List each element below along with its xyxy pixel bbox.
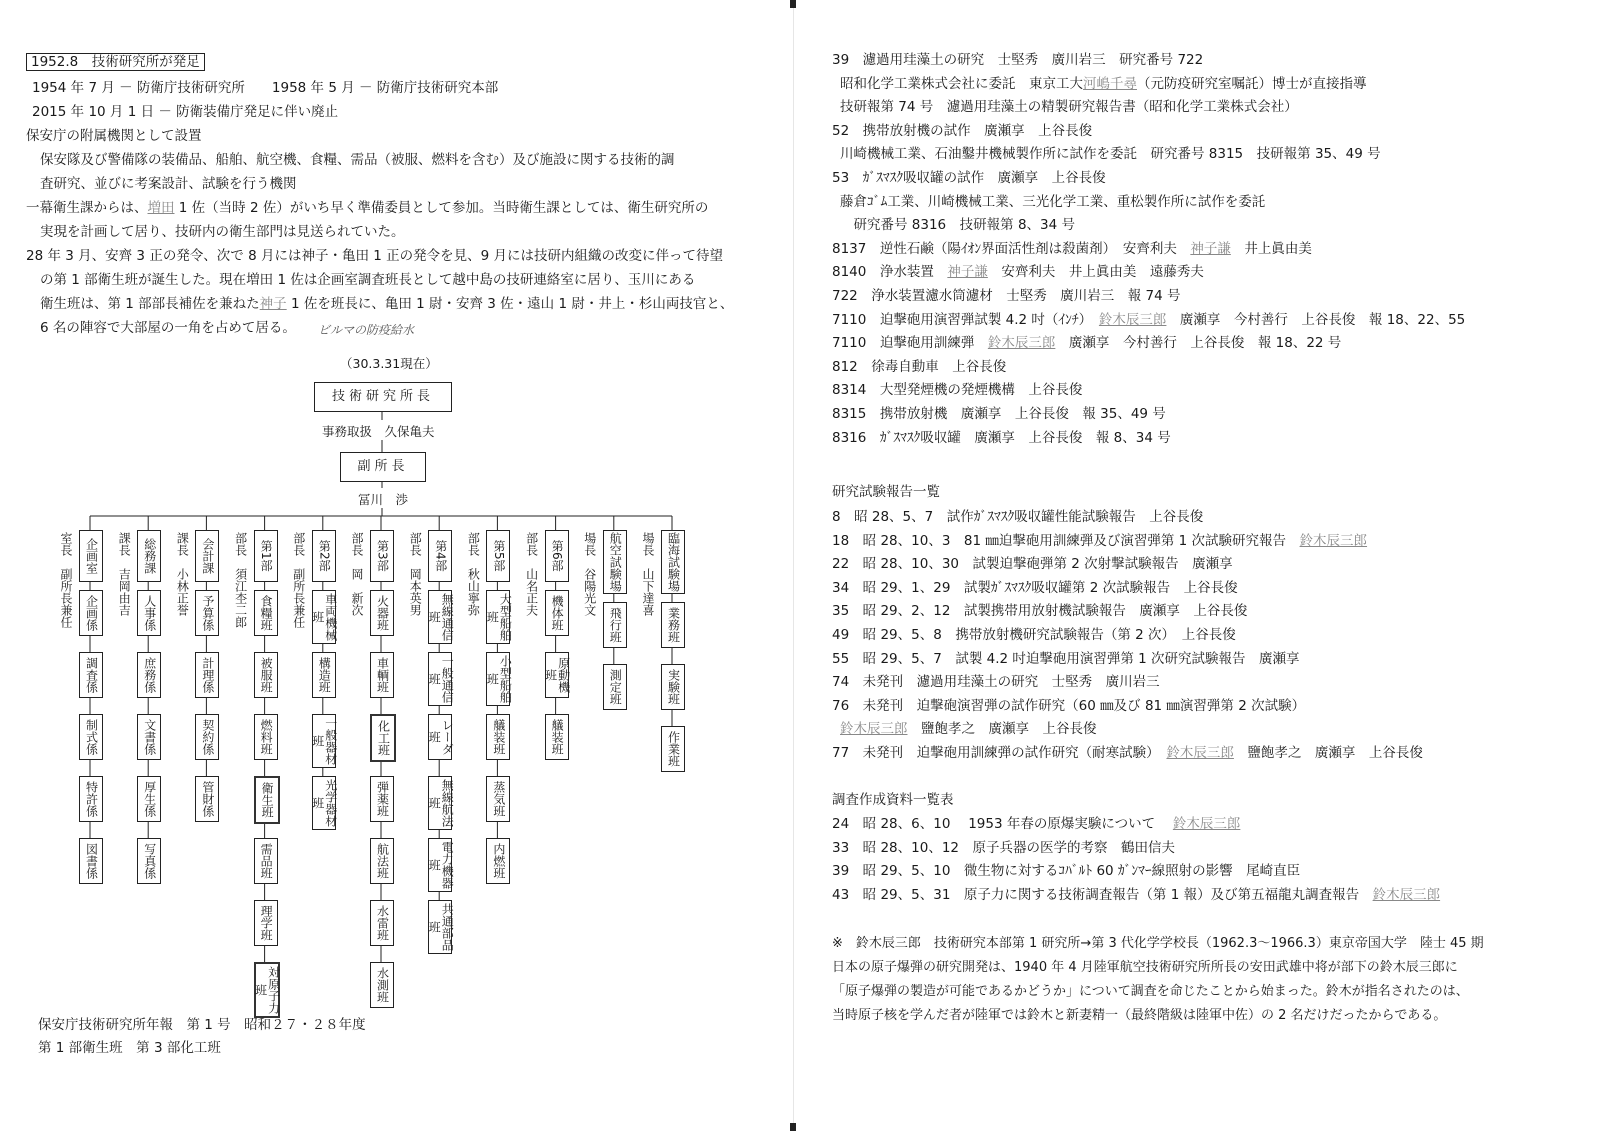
item-text: 技研報第 74 号 濾過用珪藻土の精製研究報告書（昭和化学工業株式会社） — [840, 99, 1298, 116]
list-item — [832, 696, 1305, 716]
item-text: 8 昭 28、5、7 試作ｶﾞｽﾏｽｸ吸収罐性能試験報告 上谷長俊 — [832, 509, 1204, 525]
org-deputy-name: 冨川 渉 — [358, 492, 409, 507]
org-head-box: 第5部 — [486, 530, 510, 582]
list-item — [832, 885, 1440, 905]
org-head-person: 部長 岡 新次 — [350, 532, 364, 616]
list-item — [840, 719, 1097, 739]
org-director-acting: 事務取扱 久保亀夫 — [322, 424, 435, 439]
item-text: 鹽飽孝之 廣瀬享 上谷長俊 — [1233, 745, 1423, 761]
org-head-person: 課長 吉岡由吉 — [117, 532, 132, 616]
p2-text-a: 衛生班は、第 1 部部長補佐を兼ねた — [40, 296, 260, 312]
org-unit-box: 文書係 — [137, 714, 161, 760]
org-unit-box: 電力機器班 — [428, 838, 452, 892]
org-head-person: 部長 秋山寧弥 — [466, 532, 481, 616]
item-text: 74 未発刊 濾過用珪藻土の研究 士堅秀 廣川岩三 — [832, 674, 1160, 691]
item-text: 8137 逆性石鹸（陽ｲｵﾝ界面活性剤は殺菌剤） 安齊利夫 — [832, 240, 1191, 257]
survey-section-title: 調査作成資料一覧表 — [832, 792, 954, 808]
item-text: 39 濾過用珪藻土の研究 士堅秀 廣川岩三 研究番号 722 — [832, 52, 1204, 68]
org-unit-box: 理学班 — [254, 900, 278, 946]
org-unit-box: 無線通信班 — [428, 590, 452, 644]
item-text: 24 昭 28、6、10 1953 年春の原爆実験について — [832, 816, 1173, 832]
reports-section-title: 研究試験報告一覧 — [832, 484, 940, 500]
org-unit-box: 需品班 — [254, 838, 278, 884]
list-item — [832, 333, 1341, 353]
note-line: ※ 鈴木辰三郎 技術研究本部第 1 研究所→第 3 代化学学校長（1962.3～1966.3）東京帝国大学 陸士 45 期 — [832, 936, 1484, 951]
org-head-box: 第1部 — [254, 530, 278, 582]
item-text: （元防疫研究室嘱託）博士が直接指導 — [1137, 75, 1367, 92]
org-unit-box: 企画係 — [79, 590, 103, 636]
org-unit-box: 厚生係 — [137, 776, 161, 822]
org-unit-box: 飛行班 — [603, 602, 627, 648]
desc-line-2: 保安隊及び警備隊の装備品、船舶、航空機、食糧、需品（被服、燃料を含む）及び施設に関する技術的調 — [40, 152, 675, 168]
paragraph-2-line-1: 28 年 3 月、安齊 3 正の発令、次で 8 月には神子・亀田 1 正の発令を見、9 月には技研内組織の改変に伴って待望 — [26, 248, 724, 264]
org-director-box: 技術研究所長 — [314, 382, 452, 412]
org-head-person: 部長 副所長兼任 — [291, 532, 306, 628]
org-date: （30.3.31現在） — [340, 356, 438, 371]
item-text: 722 浄水装置濾水筒濾材 士堅秀 廣川岩三 報 74 号 — [832, 288, 1181, 304]
org-unit-box: 弾薬班 — [370, 776, 394, 822]
list-item — [832, 554, 1233, 574]
item-text: 藤倉ｺﾞﾑ工業、川崎機械工業、三光化学工業、重松製作所に試作を委託 — [840, 193, 1266, 210]
org-unit-box: 予算係 — [195, 590, 219, 636]
item-text: 安齊利夫 井上眞由美 遠藤秀夫 — [987, 264, 1204, 281]
list-item — [840, 192, 1265, 212]
list-item — [840, 215, 1075, 235]
org-unit-box: 特許係 — [79, 776, 103, 822]
item-text: 川崎機械工業、石油鑿井機械製作所に試作を委託 研究番号 8315 技研報第 35、49 号 — [840, 146, 1381, 163]
list-item — [832, 649, 1300, 669]
item-text: 研究番号 8316 技研報第 8、34 号 — [840, 217, 1075, 234]
org-head-box: 航空試験場 — [603, 530, 627, 594]
org-head-person: 室長 副所長兼任 — [59, 532, 73, 628]
org-unit-box: 調査係 — [79, 652, 103, 698]
item-text: 53 ｶﾞｽﾏｽｸ吸収罐の試作 廣瀬享 上谷長俊 — [832, 170, 1106, 186]
item-text: 8316 ｶﾞｽﾏｽｸ吸収罐 廣瀬享 上谷長俊 報 8、34 号 — [832, 429, 1171, 446]
item-text: 35 昭 29、2、12 試製携帯用放射機試験報告 廣瀬享 上谷長俊 — [832, 603, 1248, 620]
right-page — [800, 0, 1600, 1131]
org-unit-box: 原動機班 — [545, 652, 569, 698]
org-head-person: 場長 山下達喜 — [641, 532, 655, 616]
org-head-box: 第4部 — [428, 530, 452, 582]
item-text: 22 昭 28、10、30 試製迫撃砲弾第 2 次射撃試験報告 廣瀬享 — [832, 556, 1233, 573]
item-text: 55 昭 29、5、7 試製 4.2 吋迫撃砲用演習弾第 1 次研究試験報告 廣瀬享 — [832, 650, 1300, 667]
item-text: 7110 迫撃砲用演習弾試製 4.2 吋（ｲﾝﾁ） — [832, 311, 1099, 328]
footer-line-2: 第 1 部衛生班 第 3 部化工班 — [38, 1040, 221, 1056]
item-text: 昭和化学工業株式会社に委託 東京工大 — [840, 75, 1083, 92]
org-unit-box: 水雷班 — [370, 900, 394, 946]
org-unit-box: 計理係 — [195, 652, 219, 698]
org-unit-box: 測定班 — [603, 664, 627, 710]
org-unit-box: 業務班 — [661, 602, 685, 648]
org-unit-box: 火器班 — [370, 590, 394, 636]
handwritten-note: ビルマの防疫給水 — [318, 323, 415, 337]
org-head-person: 部長 岡本英男 — [408, 532, 423, 616]
org-head-box: 第3部 — [370, 530, 394, 582]
person-link[interactable]: 鈴木辰三郎 — [1172, 816, 1241, 832]
org-unit-box: 契約係 — [195, 714, 219, 760]
person-link[interactable]: 鈴木辰三郎 — [1299, 532, 1368, 549]
item-text: 18 昭 28、10、3 81 ㎜迫撃砲用訓練弾及び演習弾第 1 次試験研究報告 — [832, 532, 1300, 549]
org-unit-box: 制式係 — [79, 714, 103, 760]
list-item — [832, 357, 1006, 377]
org-unit-box: 被服班 — [254, 652, 278, 698]
org-unit-box: 構造班 — [312, 652, 336, 698]
org-head-person: 場長 谷陽光文 — [582, 532, 597, 616]
org-head-person: 部長 須江杢二郎 — [233, 532, 248, 628]
item-text: 鹽飽孝之 廣瀬享 上谷長俊 — [907, 721, 1097, 738]
org-unit-box: 小型船舶班 — [486, 652, 510, 706]
list-item — [832, 531, 1367, 551]
list-item — [840, 97, 1298, 117]
list-item — [832, 861, 1300, 881]
paragraph-1-line-2: 実現を計画して居り、技研内の衛生部門は見送られていた。 — [40, 224, 405, 240]
paragraph-2-line-4: 6 名の陣容で大部屋の一角を占めて居る。 — [40, 320, 296, 336]
org-head-box: 会計課 — [195, 530, 219, 582]
item-text: 33 昭 28、10、12 原子兵器の医学的考察 鶴田信夫 — [832, 839, 1176, 856]
org-unit-box: 車両機械班 — [312, 590, 336, 644]
item-text: 39 昭 29、5、10 微生物に対するｺﾊﾞﾙﾄ 60 ｶﾞﾝﾏｰ線照射の影響 尾崎直臣 — [832, 863, 1301, 880]
item-text: 43 昭 29、5、31 原子力に関する技術調査報告（第 1 報）及び第五福龍丸調査報告 — [832, 886, 1373, 903]
list-item — [832, 121, 1092, 141]
org-unit-box: 共通部品班 — [428, 900, 452, 954]
person-link[interactable]: 鈴木辰三郎 — [840, 721, 908, 738]
org-unit-box: 写真係 — [137, 838, 161, 884]
history-line-1: 1954 年 7 月 － 防衛庁技術研究所 1958 年 5 月 － 防衛庁技術研究本部 — [32, 80, 499, 96]
item-text: 井上眞由美 — [1230, 240, 1312, 257]
org-unit-box: 管財係 — [195, 776, 219, 822]
item-text: 廣瀬享 今村善行 上谷長俊 報 18、22 号 — [1055, 335, 1342, 352]
person-link[interactable]: 鈴木辰三郎 — [1372, 886, 1441, 903]
history-line-2: 2015 年 10 月 1 日 － 防衛装備庁発足に伴い廃止 — [32, 104, 339, 120]
item-text: 廣瀬享 今村善行 上谷長俊 報 18、22、55 — [1166, 311, 1466, 328]
org-unit-box: 内燃班 — [486, 838, 510, 884]
org-unit-box: レーダ班 — [428, 714, 452, 760]
org-unit-box: 図書係 — [79, 838, 103, 884]
org-head-box: 第6部 — [545, 530, 569, 582]
org-head-box: 第2部 — [312, 530, 336, 582]
person-link-masuda[interactable]: 増田 — [147, 200, 175, 216]
list-item — [832, 286, 1181, 306]
p1-text-b: 1 佐（当時 2 佐）がいち早く準備委員として参加。当時衛生課としては、衛生研究所の — [174, 200, 709, 216]
org-unit-box: 化工班 — [370, 714, 396, 762]
list-item — [832, 262, 1204, 282]
item-text: 77 未発刊 迫撃砲用訓練弾の試作研究（耐寒試験） — [832, 745, 1167, 761]
list-item — [832, 428, 1171, 448]
note-line: 日本の原子爆弾の研究開発は、1940 年 4 月陸軍航空技術研究所所長の安田武雄中将が部下の鈴木辰三郎に — [832, 960, 1458, 975]
paragraph-2-line-2: の第 1 部衛生班が誕生した。現在増田 1 佐は企画室調査班長として越中島の技研連絡室に居り、玉川にある — [40, 272, 696, 288]
p1-text-a: 一幕衛生課からは、 — [26, 200, 148, 216]
person-link[interactable]: 神子謙 — [947, 264, 988, 281]
org-unit-box: 衛生班 — [254, 776, 280, 824]
desc-line-1: 保安庁の附属機関として設置 — [26, 128, 202, 144]
org-unit-box: 庶務係 — [137, 652, 161, 698]
item-text: 7110 迫撃砲用訓練弾 — [832, 335, 988, 352]
list-item — [832, 743, 1423, 763]
person-link[interactable]: 鈴木辰三郎 — [1166, 745, 1234, 761]
list-item — [832, 814, 1240, 834]
org-head-box: 臨海試験場 — [661, 530, 685, 594]
list-item — [832, 507, 1203, 527]
fold-mark-top — [790, 0, 796, 8]
list-item — [832, 310, 1465, 330]
page-fold — [793, 0, 794, 1131]
title-text: 1952.8 技術研究所が発足 — [26, 53, 205, 71]
fold-mark-bottom — [790, 1123, 796, 1131]
list-item — [832, 239, 1312, 259]
org-unit-box: 一般器材班 — [312, 714, 336, 768]
org-head-person: 課長 小林正誉 — [175, 532, 190, 616]
org-unit-box: 対原子力班 — [254, 962, 280, 1018]
list-item — [832, 625, 1236, 645]
note-line: 「原子爆弾の製造が可能であるかどうか」について調査を命じたことから始まった。鈴木が指名されたのは、 — [832, 984, 1469, 999]
list-item — [832, 601, 1247, 621]
item-text: 8315 携帯放射機 廣瀬享 上谷長俊 報 35、49 号 — [832, 406, 1166, 422]
person-link[interactable]: 鈴木辰三郎 — [1098, 311, 1167, 328]
org-unit-box: 燃料班 — [254, 714, 278, 760]
org-head-box: 総務課 — [137, 530, 161, 582]
list-item — [832, 672, 1160, 692]
left-page — [0, 0, 790, 1131]
item-text: 8140 浄水装置 — [832, 264, 948, 281]
p2-text-b: 1 佐を班長に、亀田 1 尉・安齊 3 佐・遠山 1 尉・井上・杉山両技官と、 — [286, 296, 734, 312]
org-unit-box: 一般通信班 — [428, 652, 452, 706]
org-unit-box: 無線航法班 — [428, 776, 452, 830]
org-unit-box: 食糧班 — [254, 590, 278, 636]
person-link[interactable]: 神子謙 — [1190, 240, 1231, 257]
person-link-miko[interactable]: 神子 — [259, 296, 287, 312]
item-text: 812 徐毒自動車 上谷長俊 — [832, 358, 1007, 375]
footer-line-1: 保安庁技術研究所年報 第 1 号 昭和２７・２８年度 — [38, 1017, 366, 1033]
list-item — [832, 838, 1175, 858]
list-item — [832, 578, 1238, 598]
org-unit-box: 作業班 — [661, 726, 685, 772]
note-line: 当時原子核を学んだ者が陸軍では鈴木と新妻精一（最終階級は陸軍中佐）の 2 名だけだったからである。 — [832, 1008, 1447, 1023]
org-deputy-box: 副所長 — [340, 452, 426, 482]
item-text: 8314 大型発煙機の発煙機構 上谷長俊 — [832, 382, 1083, 399]
list-item — [840, 74, 1367, 94]
list-item — [840, 144, 1381, 164]
list-item — [832, 404, 1166, 424]
org-unit-box: 人事係 — [137, 590, 161, 636]
list-item — [832, 380, 1082, 400]
org-unit-box: 艤装班 — [486, 714, 510, 760]
org-unit-box: 航法班 — [370, 838, 394, 884]
person-link[interactable]: 鈴木辰三郎 — [987, 335, 1056, 352]
org-unit-box: 車輌班 — [370, 652, 394, 698]
person-link[interactable]: 河嶋千尋 — [1083, 75, 1137, 92]
org-unit-box: 実験班 — [661, 664, 685, 710]
item-text: 49 昭 29、5、8 携帯放射機研究試験報告（第 2 次） 上谷長俊 — [832, 627, 1236, 643]
list-item — [832, 168, 1106, 188]
org-unit-box: 蒸気班 — [486, 776, 510, 822]
org-unit-box: 機体班 — [545, 590, 569, 636]
org-unit-box: 艤装班 — [545, 714, 569, 760]
org-head-box: 企画室 — [79, 530, 103, 582]
org-unit-box: 水測班 — [370, 962, 394, 1008]
item-text: 76 未発刊 迫撃砲演習弾の試作研究（60 ㎜及び 81 ㎜演習弾第 2 次試験） — [832, 697, 1306, 714]
org-head-person: 部長 山名正夫 — [524, 532, 539, 616]
item-text: 34 昭 29、1、29 試製ｶﾞｽﾏｽｸ吸収罐第 2 次試験報告 上谷長俊 — [832, 579, 1238, 596]
list-item — [832, 50, 1203, 70]
org-unit-box: 大型船舶班 — [486, 590, 510, 644]
item-text: 52 携帯放射機の試作 廣瀬享 上谷長俊 — [832, 122, 1093, 139]
desc-line-3: 査研究、並びに考案設計、試験を行う機関 — [40, 176, 297, 192]
org-unit-box: 光学器材班 — [312, 776, 336, 830]
